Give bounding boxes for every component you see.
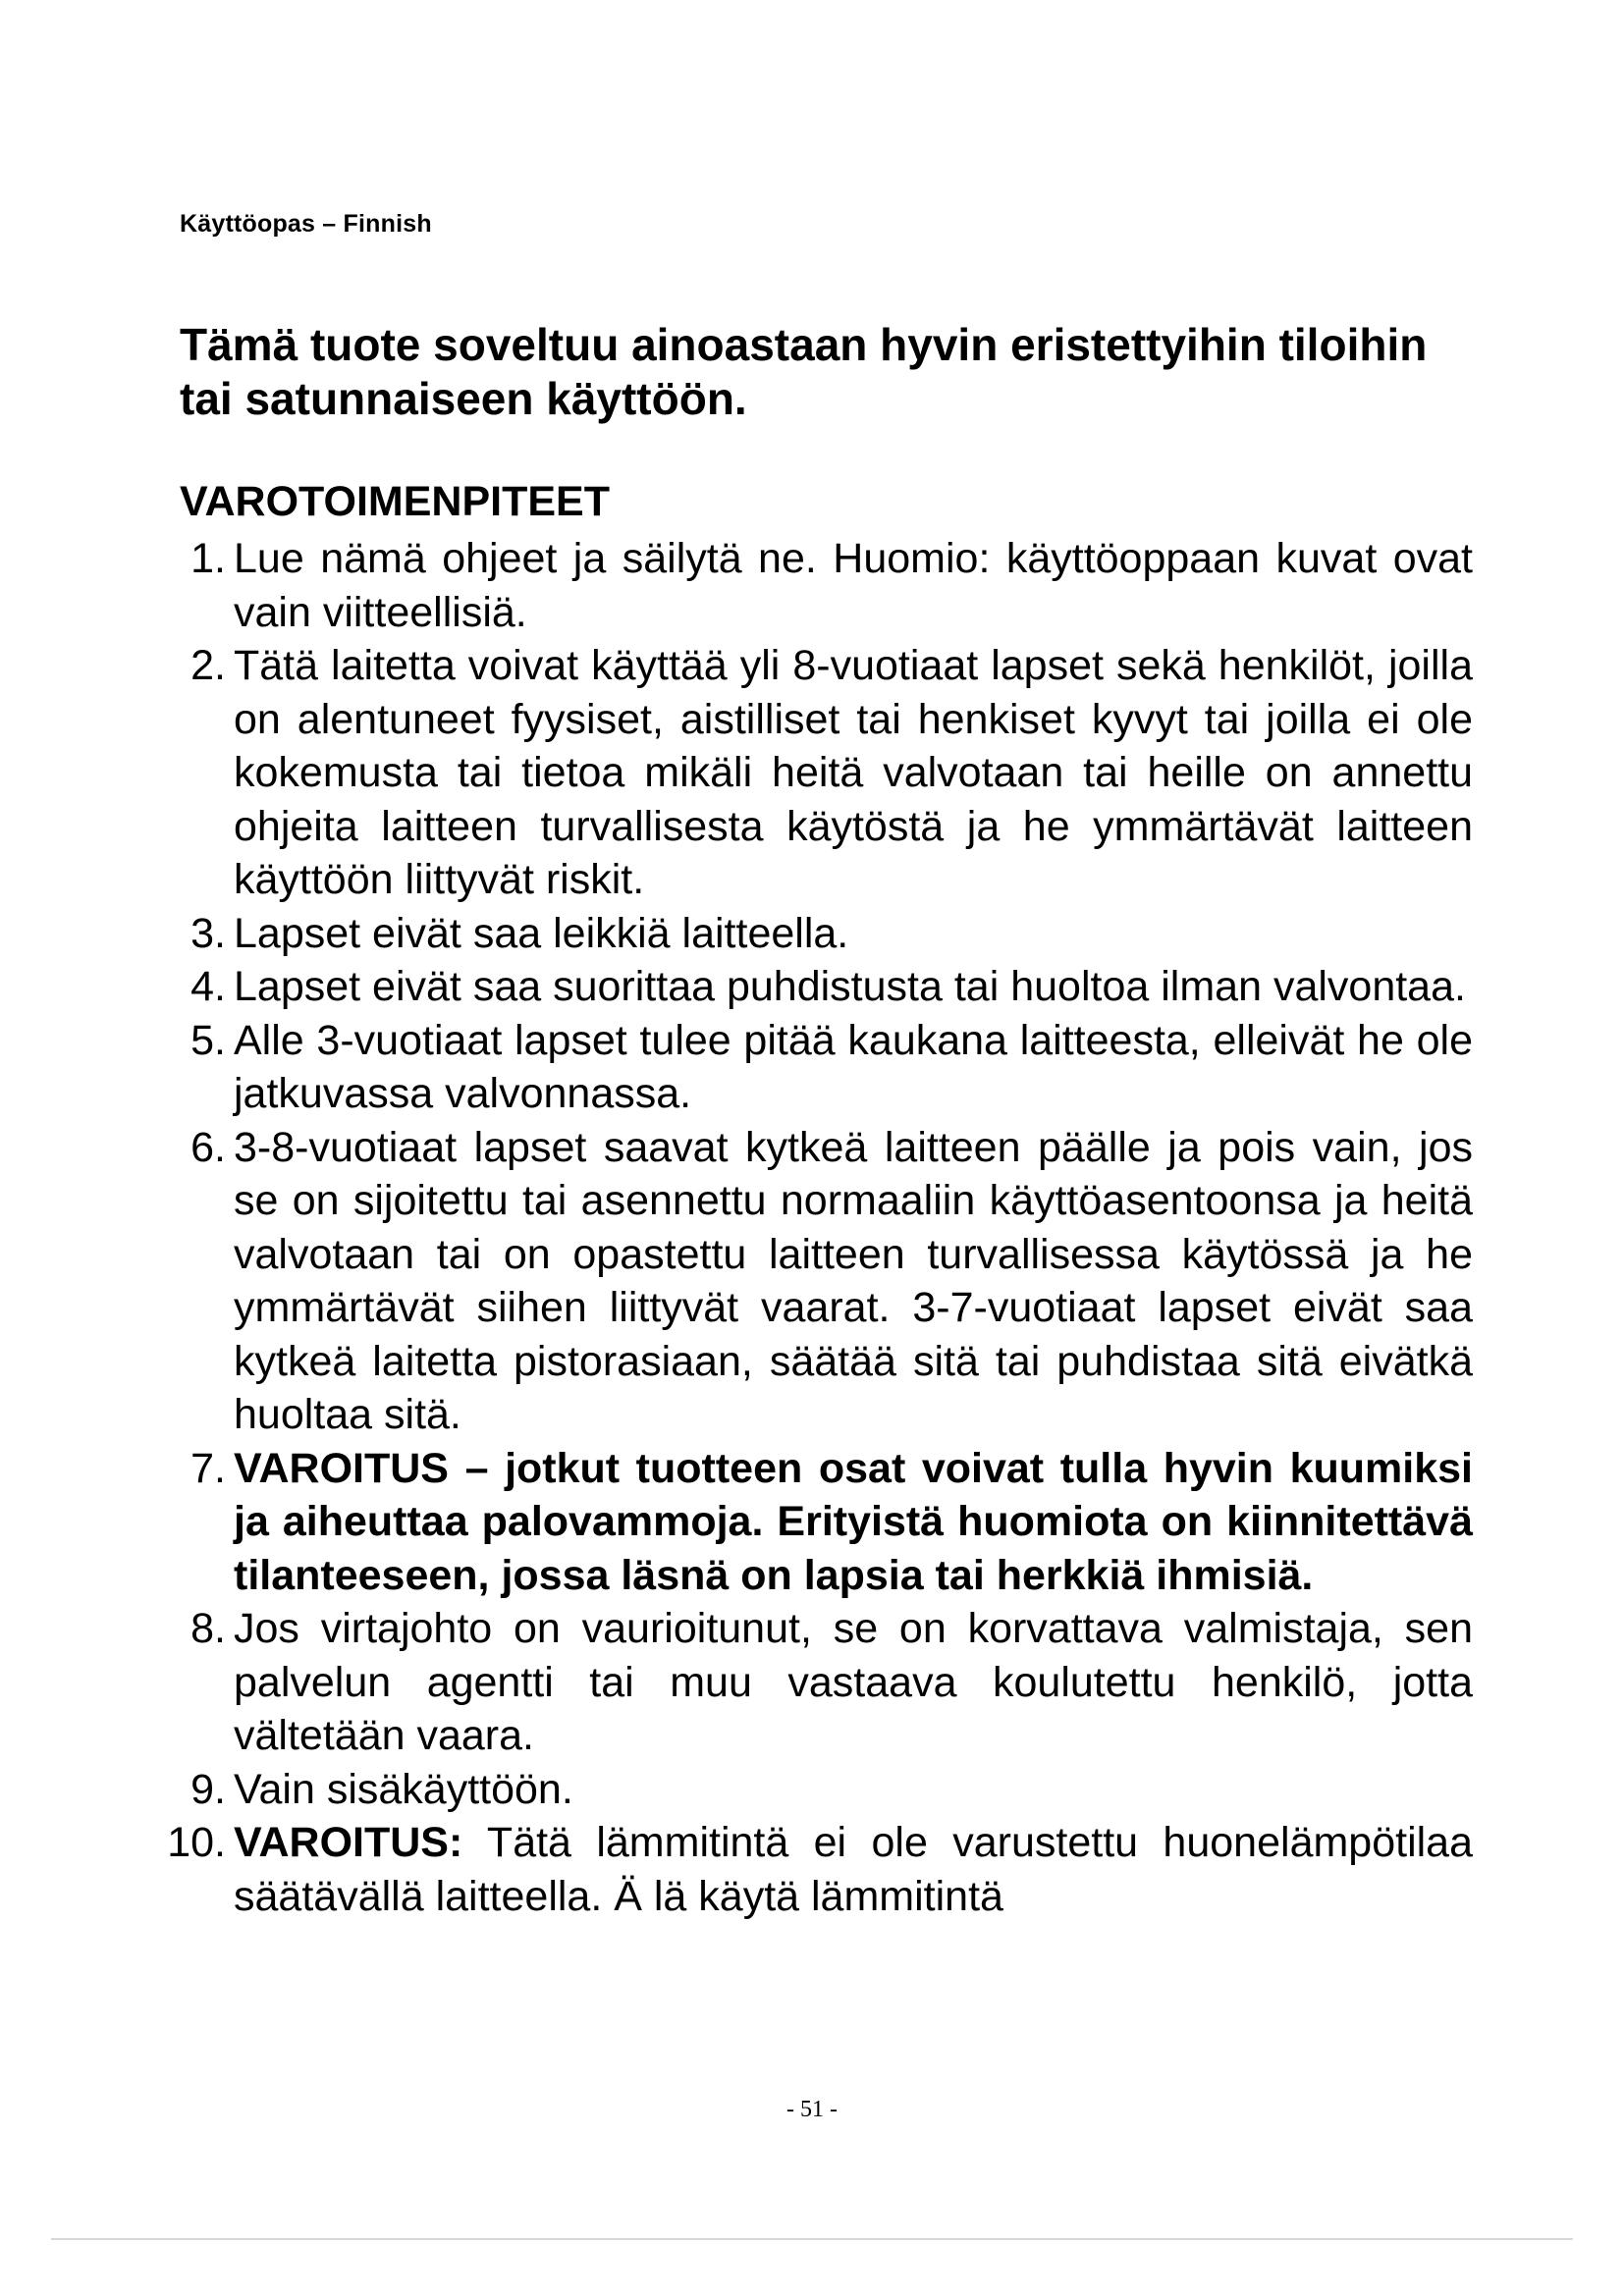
item-number: 5. bbox=[190, 1016, 226, 1064]
item-number: 6. bbox=[190, 1123, 226, 1171]
item-text: 3-8-vuotiaat lapset saavat kytkeä laitteen päälle ja pois vain, jos se on sijoitettu tai asennettu normaaliin käyttöasentoonsa ja heitä valvotaan tai on opastettu laitteen turvallisessa käytössä ja he ymmärtävät siihen liittyvät vaarat. 3-7-vuotiaat lapset eivät saa kytkeä laitetta pistorasiaan, säätää sitä tai puhdistaa sitä eivätkä huoltaa sitä. bbox=[234, 1123, 1473, 1438]
warning-item bbox=[147, 1442, 1473, 1603]
list-item bbox=[147, 1602, 1473, 1763]
item-number: 1. bbox=[190, 535, 226, 582]
item-number: 2. bbox=[190, 642, 226, 689]
list-item bbox=[147, 532, 1473, 639]
list-item bbox=[147, 907, 1473, 961]
item-number: 3. bbox=[190, 909, 226, 957]
item-text: Tätä lämmitintä ei ole varustettu huonelämpötilaa säätävällä laitteella. Ä lä käytä lämmitintä bbox=[234, 1819, 1474, 1920]
item-number: 10. bbox=[167, 1819, 226, 1866]
warning-label: VAROITUS: bbox=[234, 1819, 463, 1866]
list-item bbox=[147, 1763, 1473, 1817]
item-text: Vain sisäkäyttöön. bbox=[234, 1765, 573, 1813]
item-text: Lapset eivät saa leikkiä laitteella. bbox=[234, 909, 849, 957]
list-item bbox=[147, 639, 1473, 907]
precautions-list bbox=[147, 532, 1473, 1923]
list-item bbox=[147, 960, 1473, 1014]
footer-divider bbox=[51, 2238, 1573, 2240]
document-header: Käyttöopas – Finnish bbox=[180, 210, 432, 238]
item-text: Alle 3-vuotiaat lapset tulee pitää kaukana laitteesta, elleivät he ole jatkuvassa valvonnassa. bbox=[234, 1016, 1473, 1117]
item-text: Tätä laitetta voivat käyttää yli 8-vuotiaat lapset sekä henkilöt, joilla on alentuneet fyysiset, aistilliset tai henkiset kyvyt tai joilla ei ole kokemusta tai tietoa mikäli heitä valvotaan tai heille on annettu ohjeita laitteen turvallisesta käytöstä ja he ymmärtävät laitteen käyttöön liittyvät riskit. bbox=[234, 642, 1473, 903]
item-text: Lue nämä ohjeet ja säilytä ne. Huomio: käyttöoppaan kuvat ovat vain viitteellisiä. bbox=[234, 535, 1473, 636]
item-text: Jos virtajohto on vaurioitunut, se on korvattava valmistaja, sen palvelun agentti tai muu vastaava koulutettu henkilö, jotta vältetään vaara. bbox=[234, 1605, 1473, 1759]
section-title: VAROTOIMENPITEET bbox=[180, 478, 610, 525]
list-item bbox=[147, 1014, 1473, 1121]
page-number: - 51 - bbox=[786, 2097, 838, 2122]
intro-statement: Tämä tuote soveltuu ainoastaan hyvin eristettyihin tiloihin tai satunnaiseen käyttöön. bbox=[180, 319, 1428, 424]
item-text: VAROITUS – jotkut tuotteen osat voivat tulla hyvin kuumiksi ja aiheuttaa palovammoja. Erityistä huomiota on kiinnitettävä tilanteeseen, jossa läsnä on lapsia tai herkkiä ihmisiä. bbox=[234, 1444, 1473, 1599]
item-text: Lapset eivät saa suorittaa puhdistusta tai huoltoa ilman valvontaa. bbox=[234, 963, 1466, 1010]
item-number: 8. bbox=[190, 1605, 226, 1652]
list-item bbox=[147, 1121, 1473, 1442]
item-number: 9. bbox=[190, 1765, 226, 1813]
list-item bbox=[147, 1816, 1473, 1923]
item-number: 7. bbox=[190, 1444, 226, 1492]
item-number: 4. bbox=[190, 963, 226, 1010]
